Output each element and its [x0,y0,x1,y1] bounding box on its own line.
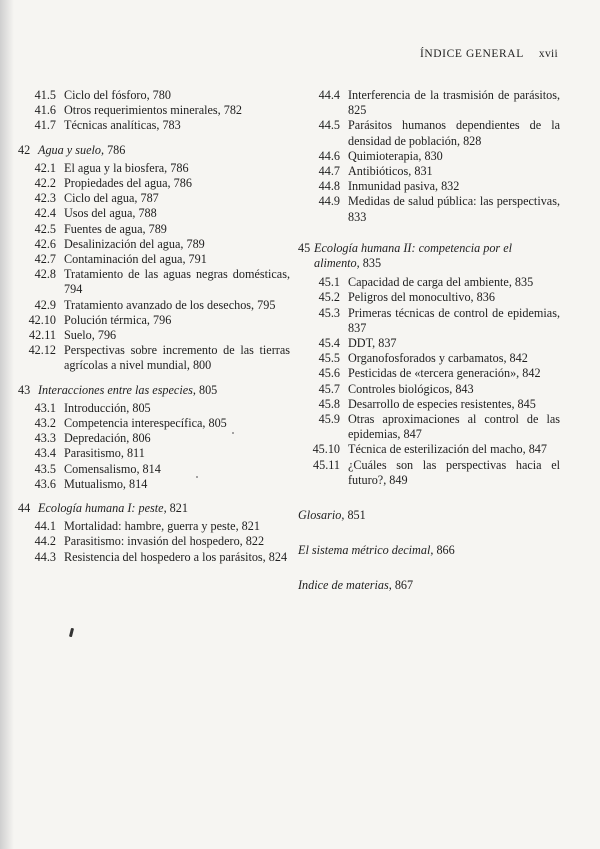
running-head [420,48,558,60]
section-number: 42.10 [28,312,56,327]
page-number: xvii [538,48,558,60]
section-title: Interferencia de la trasmisión de parásitos, 825 [348,88,560,118]
section-title: Contaminación del agua, 791 [64,252,207,267]
section-title: Otros requerimientos minerales, 782 [64,103,243,118]
section-title: Antibióticos, 831 [348,164,433,179]
chapter-heading [18,143,290,158]
toc-entry [298,458,560,488]
section-number: 44.2 [34,534,56,549]
section-number: 44.9 [318,194,340,209]
section-title: Competencia interespecífica, 805 [64,416,227,431]
toc-entry [298,336,560,351]
section-title: Resistencia del hospedero a los parásitos, 824 [64,549,288,564]
toc-entry [18,431,290,446]
chapter-page: 786 [104,142,126,157]
chapter-heading [18,501,290,516]
section-number: 45.2 [318,290,340,305]
section-number: 45.6 [318,366,340,381]
section-number: 42.5 [34,221,56,236]
chapter-page: 805 [195,382,218,397]
chapter-title-text: Interacciones entre las especies, [38,382,196,397]
toc-entry [298,382,560,397]
chapter-title-text: Ecología humana I: peste, [38,501,167,516]
section-title: El agua y la biosfera, 786 [64,160,189,175]
chapter-number: 42 [18,142,31,157]
toc-entry [298,306,560,336]
back-matter-page: 866 [433,543,455,558]
section-number: 43.3 [34,431,56,446]
section-title: Comensalismo, 814 [64,461,161,476]
chapter-title [314,241,560,271]
section-number: 45.5 [318,351,340,366]
section-title: Usos del agua, 788 [64,206,157,221]
section-number: 43.6 [34,476,56,491]
toc-entry [298,118,560,148]
section-title: Técnicas analíticas, 783 [64,118,181,133]
section-number: 45.11 [313,457,340,472]
section-title: Parasitismo, 811 [64,446,145,461]
chapter-number: 43 [18,382,31,397]
section-number: 45.1 [318,275,340,290]
back-matter-entry [298,508,560,523]
toc-entry [298,164,560,179]
chapter-title [38,501,290,516]
chapter-title-text: Ecología humana II: competencia por el alimento, [314,240,512,271]
toc-entry [18,550,290,565]
toc-entry [298,351,560,366]
toc-entry [18,237,290,252]
section-title: Depredación, 806 [64,431,151,446]
section-title: Mutualismo, 814 [64,476,148,491]
right-column [298,88,560,594]
toc-entry [18,267,290,297]
toc-entry [298,442,560,457]
dust-speck [196,476,198,478]
section-number: 42.2 [34,176,56,191]
section-number: 45.10 [312,442,340,457]
left-column [18,88,290,565]
section-number: 44.7 [318,164,340,179]
section-number: 42.4 [34,206,56,221]
toc-entry [298,88,560,118]
section-number: 41.6 [34,103,56,118]
back-matter-page: 851 [344,508,366,523]
section-number: 43.5 [34,461,56,476]
toc-entry [298,290,560,305]
toc-entry [18,416,290,431]
section-number: 44.6 [318,148,340,163]
section-number: 45.8 [318,396,340,411]
section-title: Introducción, 805 [64,400,151,415]
section-title: Fuentes de agua, 789 [64,221,167,236]
section-number: 42.11 [29,328,56,343]
section-number: 42.1 [34,160,56,175]
section-number: 44.8 [318,179,340,194]
section-title: Parasitismo: invasión del hospedero, 822 [64,534,265,549]
back-matter-title: El sistema métrico decimal, [298,543,434,558]
section-number: 42.8 [34,267,56,282]
toc-entry [18,519,290,534]
toc-entry [298,194,560,224]
chapter-heading [298,241,560,271]
toc-entry [18,176,290,191]
toc-entry [298,412,560,442]
section-title: Medidas de salud pública: las perspectivas, 833 [348,194,560,224]
section-number: 42.9 [34,297,56,312]
section-number: 45.7 [318,381,340,396]
dust-speck [232,432,234,434]
section-title: Desalinización del agua, 789 [64,236,205,251]
section-number: 44.4 [318,88,340,102]
section-number: 43.2 [34,416,56,431]
toc-entry [18,222,290,237]
section-title: Parásitos humanos dependientes de la densidad de población, 828 [348,118,560,148]
section-title: Controles biológicos, 843 [348,381,474,396]
section-number: 44.1 [34,519,56,534]
back-matter-entry [298,543,560,558]
section-number: 43.1 [34,400,56,415]
toc-entry [298,149,560,164]
toc-entry [18,252,290,267]
chapter-heading [18,383,290,398]
toc-entry [18,446,290,461]
toc-entry [298,179,560,194]
section-number: 42.7 [34,252,56,267]
toc-entry [18,462,290,477]
toc-entry [18,118,290,133]
section-title: Mortalidad: hambre, guerra y peste, 821 [64,519,260,534]
toc-entry [18,88,290,103]
section-title: Inmunidad pasiva, 832 [348,179,460,194]
section-title: Otras aproximaciones al control de las epidemias, 847 [348,412,560,442]
section-title: Suelo, 796 [64,328,117,343]
toc-entry [298,366,560,381]
section-title: Polución térmica, 796 [64,312,172,327]
section-title: Peligros del monocultivo, 836 [348,290,495,305]
section-number: 45.9 [318,412,340,427]
section-title: Quimioterapia, 830 [348,148,443,163]
toc-entry [18,206,290,221]
toc-entry [18,343,290,373]
section-title: Ciclo del agua, 787 [64,191,159,206]
toc-entry [18,401,290,416]
section-number: 45.3 [318,305,340,320]
section-title: Técnica de esterilización del macho, 847 [348,442,547,457]
section-title: DDT, 837 [348,336,397,351]
toc-entry [18,103,290,118]
section-number: 42.3 [34,191,56,206]
toc-entry [18,298,290,313]
chapter-number: 44 [18,501,31,516]
toc-entry [18,161,290,176]
toc-entry [298,397,560,412]
section-title: ¿Cuáles son las perspectivas hacia el futuro?, 849 [348,457,560,487]
section-title: Organofosforados y carbamatos, 842 [348,351,528,366]
section-number: 42.12 [28,343,56,358]
section-title: Tratamiento avanzado de los desechos, 795 [64,297,276,312]
toc-entry [298,275,560,290]
section-number: 41.5 [34,88,56,102]
toc-entry [18,191,290,206]
section-number: 43.4 [34,446,56,461]
page-binding-shadow [0,0,14,849]
toc-entry [18,313,290,328]
toc-entry [18,477,290,492]
section-number: 42.6 [34,236,56,251]
back-matter-title: Glosario, [298,508,345,523]
toc-entry [18,328,290,343]
section-title: Capacidad de carga del ambiente, 835 [348,275,534,290]
section-title: Pesticidas de «tercera generación», 842 [348,366,541,381]
back-matter-page: 867 [391,578,414,593]
ink-mark [69,628,74,637]
section-number: 41.7 [34,118,56,133]
section-title: Ciclo del fósforo, 780 [64,88,171,102]
section-title: Propiedades del agua, 786 [64,176,192,191]
chapter-number: 45 [298,240,311,255]
chapter-page: 835 [359,256,382,271]
section-title: Desarrollo de especies resistentes, 845 [348,396,536,411]
chapter-title-text: Agua y suelo, [38,142,105,157]
running-head-title: ÍNDICE GENERAL [419,48,524,60]
back-matter-title: Indice de materias, [298,578,392,593]
chapter-title [38,383,290,398]
section-title: Tratamiento de las aguas negras domésticas, 794 [64,267,290,297]
toc-entry [18,534,290,549]
section-number: 45.4 [318,336,340,351]
section-number: 44.3 [34,549,56,564]
chapter-title [38,143,290,158]
chapter-page: 821 [166,501,188,516]
section-number: 44.5 [318,118,340,133]
section-title: Primeras técnicas de control de epidemias, 837 [348,305,560,335]
section-title: Perspectivas sobre incremento de las tierras agrícolas a nivel mundial, 800 [64,343,290,373]
back-matter-entry [298,578,560,593]
